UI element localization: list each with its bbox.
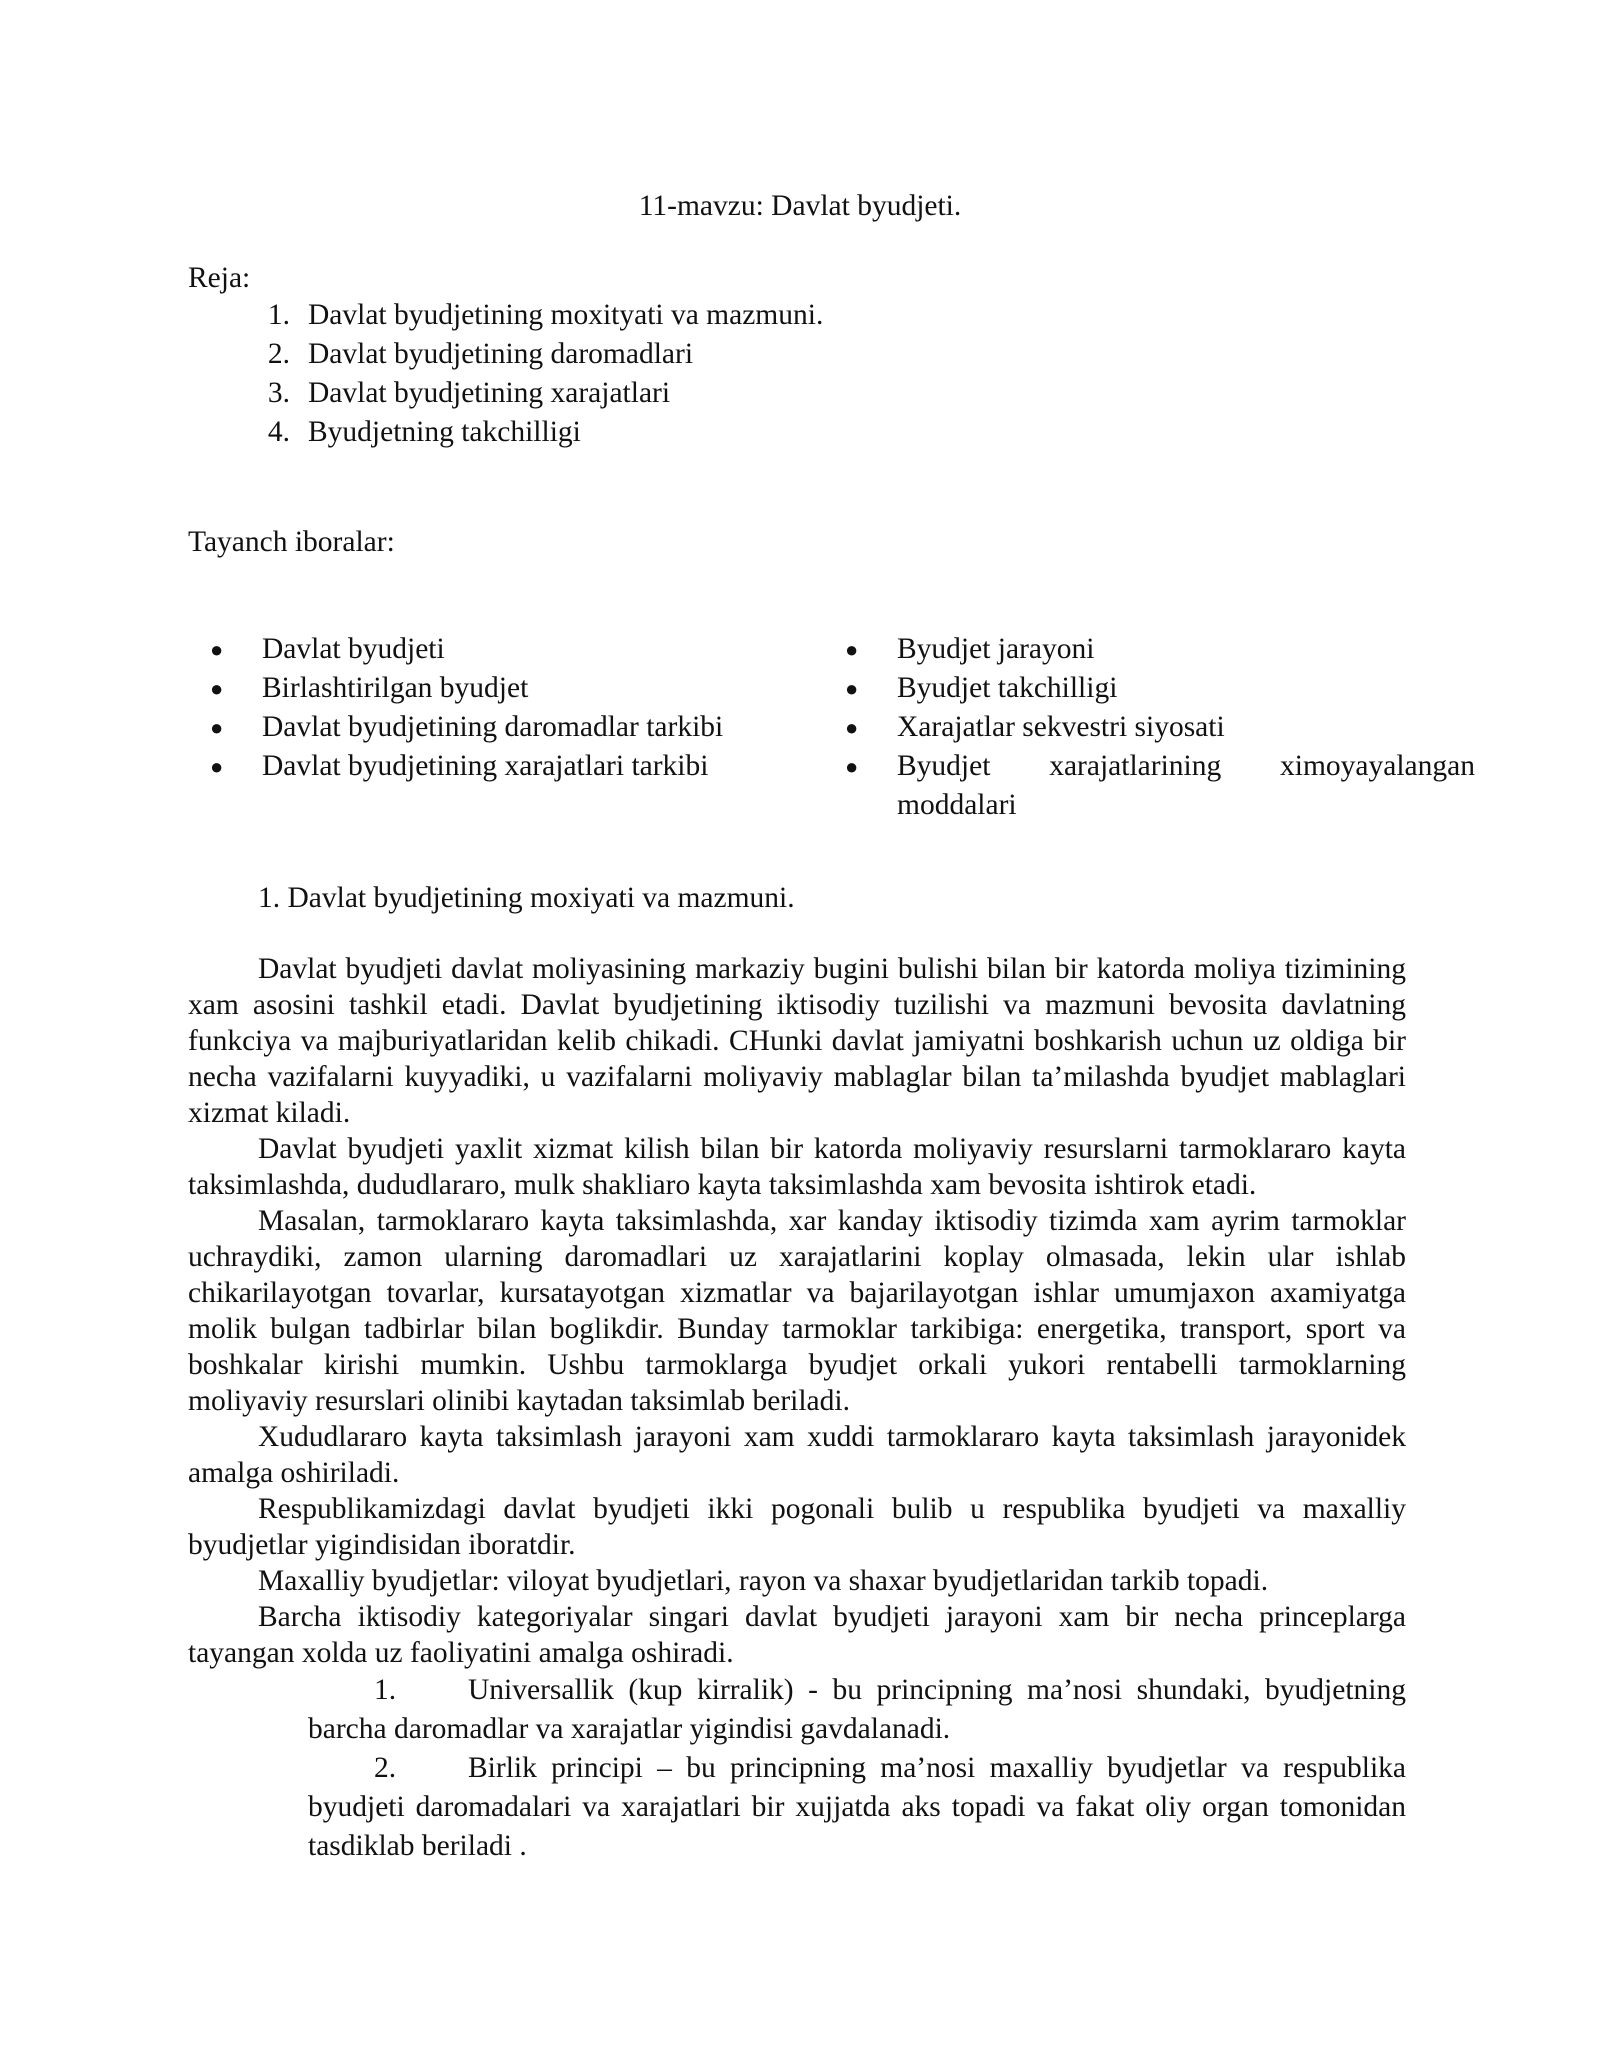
keyword-text: Birlashtirilgan byudjet (262, 672, 529, 704)
paragraph: Davlat byudjeti yaxlit xizmat kilish bilan bir katorda moliyaviy resurslarni tarmoklararo kayta taksimlashda, dududlararo, mulk shakliaro kayta taksimlashda xam bevosita ishtirok etadi. (188, 1133, 1406, 1201)
plan-item-number: 4. (267, 416, 290, 448)
bullet-icon: ● (210, 637, 224, 662)
bullet-icon: ● (845, 754, 859, 779)
plan-item-number: 2. (267, 338, 290, 370)
keywords-label: Tayanch iboralar: (188, 526, 395, 558)
keyword-item (210, 708, 810, 747)
plan-label: Reja: (188, 262, 251, 294)
keyword-item (845, 747, 1475, 825)
keyword-item (210, 747, 810, 786)
keyword-item (845, 630, 1475, 669)
bullet-icon: ● (210, 676, 224, 701)
principle-number: 1. (374, 1674, 397, 1706)
paragraph: Xududlararo kayta taksimlash jarayoni xam xuddi tarmoklararo kayta taksimlash jarayonidek amalga oshiriladi. (188, 1421, 1406, 1489)
bullet-icon: ● (210, 754, 224, 779)
keyword-item (845, 669, 1475, 708)
principle-text: Birlik principi – bu principning ma’nosi maxalliy byudjetlar va respublika byudjeti daromadalari va xarajatlari bir xujjatda aks topadi va fakat oliy organ tomonidan tasdiklab beriladi . (308, 1752, 1406, 1862)
paragraph: Masalan, tarmoklararo kayta taksimlashda, xar kanday iktisodiy tizimda xam ayrim tarmoklar uchraydiki, zamon ularning daromadlari uz xarajatlarini koplay olmasada, lekin ular ishlab chikarilayotgan tovarlar, kursatayotgan xizmatlar va bajarilayotgan ishlar umumjaxon axamiyatga molik bulgan tadbirlar bilan boglikdir. Bunday tarmoklar tarkibiga: energetika, transport, sport va boshkalar kirishi mumkin. Ushbu tarmoklarga byudjet orkali yukori rentabelli tarmoklarning moliyaviy resurslari olinibi kaytadan taksimlab beriladi. (188, 1205, 1406, 1417)
keyword-text: Davlat byudjetining xarajatlari tarkibi (262, 750, 709, 782)
keyword-text: Byudjet jarayoni (897, 633, 1095, 665)
document-title: 11-mavzu: Davlat byudjeti. (638, 190, 962, 222)
paragraph: Davlat byudjeti davlat moliyasining markaziy bugini bulishi bilan bir katorda moliya tizimining xam asosini tashkil etadi. Davlat byudjetining iktisodiy tuzilishi va mazmuni bevosita davlatning funkciya va majburiyatlaridan kelib chikadi. CHunki davlat jamiyatni boshkarish uchun uz oldiga bir necha vazifalarni kuyyadiki, u vazifalarni moliyaviy mablaglar bilan ta’milashda byudjet mablaglari xizmat kiladi. (188, 953, 1406, 1129)
principle-item (308, 1671, 1406, 1749)
bullet-icon: ● (845, 715, 859, 740)
paragraph: Maxalliy byudjetlar: viloyat byudjetlari, rayon va shaxar byudjetlaridan tarkib topadi. (258, 1565, 1269, 1597)
bullet-icon: ● (210, 715, 224, 740)
principle-text: Universallik (kup kirralik) - bu principning ma’nosi shundaki, byudjetning barcha daromadlar va xarajatlar yigindisi gavdalanadi. (308, 1674, 1406, 1745)
principles-list (308, 1671, 1406, 1866)
keywords-list-right (845, 630, 1475, 825)
keyword-item (210, 669, 810, 708)
keyword-text: Byudjet takchilligi (897, 672, 1118, 704)
keyword-item (845, 708, 1475, 747)
paragraph: Barcha iktisodiy kategoriyalar singari davlat byudjeti jarayoni xam bir necha princeplarga tayangan xolda uz faoliyatini amalga oshiradi. (188, 1601, 1406, 1669)
plan-item-text: Davlat byudjetining daromadlari (308, 338, 694, 370)
plan-item-number: 3. (267, 377, 290, 409)
keywords-list-left (210, 630, 810, 786)
principle-number: 2. (374, 1752, 397, 1784)
principle-item (308, 1749, 1406, 1866)
plan-item-text: Byudjetning takchilligi (308, 416, 581, 448)
plan-item-number: 1. (267, 299, 290, 331)
keyword-text: Davlat byudjetining daromadlar tarkibi (262, 711, 724, 743)
bullet-icon: ● (845, 637, 859, 662)
keyword-text: Davlat byudjeti (262, 633, 445, 665)
plan-item-text: Davlat byudjetining moxityati va mazmuni. (308, 299, 824, 331)
section-heading: 1. Davlat byudjetining moxiyati va mazmuni. (258, 882, 795, 914)
plan-item-text: Davlat byudjetining xarajatlari (308, 377, 671, 409)
bullet-icon: ● (845, 676, 859, 701)
keyword-item (210, 630, 810, 669)
paragraph: Respublikamizdagi davlat byudjeti ikki pogonali bulib u respublika byudjeti va maxalliy byudjetlar yigindisidan iboratdir. (188, 1493, 1406, 1561)
keyword-text: Byudjet xarajatlarining ximoyayalangan moddalari (897, 750, 1475, 821)
body-text (188, 951, 1406, 1866)
keyword-text: Xarajatlar sekvestri siyosati (897, 711, 1225, 743)
